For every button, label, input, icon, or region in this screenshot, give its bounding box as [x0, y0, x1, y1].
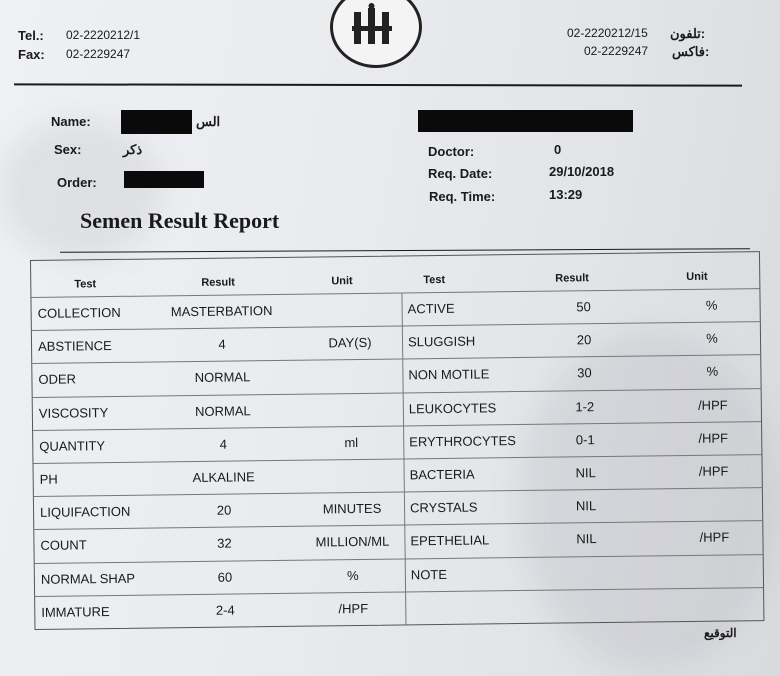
test-name: PH — [39, 471, 58, 487]
report-title: Semen Result Report — [80, 208, 280, 233]
req-date-value: 29/10/2018 — [549, 164, 615, 179]
tel-value: 02-2220212/1 — [66, 28, 141, 42]
redaction-bar — [418, 110, 633, 132]
row-divider — [403, 388, 761, 393]
test-result: 4 — [219, 436, 227, 452]
test-unit: MILLION/ML — [315, 534, 390, 550]
test-name: QUANTITY — [39, 437, 106, 454]
clinic-logo — [330, 0, 422, 68]
row-divider — [402, 321, 760, 326]
test-result: 60 — [217, 569, 233, 585]
row-divider — [403, 454, 761, 459]
test-name: IMMATURE — [41, 603, 110, 620]
row-divider — [35, 558, 405, 564]
test-name: CRYSTALS — [409, 499, 478, 516]
row-divider — [33, 425, 403, 431]
test-result: 20 — [576, 332, 592, 348]
test-name: SLUGGISH — [407, 333, 476, 350]
req-time-label: Req. Time: — [429, 189, 496, 204]
test-result: 1-2 — [575, 398, 595, 414]
row-divider — [32, 359, 402, 365]
sex-label: Sex: — [54, 142, 82, 157]
test-unit: /HPF — [698, 430, 729, 446]
signature-label: التوقيع — [704, 626, 737, 640]
shadow-overlay — [0, 120, 160, 260]
row-divider — [35, 591, 405, 597]
sex-value: ذكر — [123, 142, 143, 157]
col-header-unit-left: Unit — [331, 275, 353, 288]
test-unit: /HPF — [698, 463, 729, 479]
test-result: NIL — [576, 531, 597, 547]
clinic-logo-icon — [346, 2, 406, 52]
test-name: ABSTIENCE — [37, 338, 112, 355]
row-divider — [401, 288, 759, 293]
header-divider — [14, 83, 742, 86]
fax-value: 02-2229247 — [66, 47, 131, 61]
req-time-value: 13:29 — [549, 187, 583, 202]
order-label: Order: — [57, 175, 97, 190]
test-result: 2-4 — [215, 602, 235, 618]
row-divider — [405, 554, 763, 559]
fax-value-right: 02-2229247 — [584, 44, 649, 58]
test-result: 4 — [218, 336, 226, 352]
test-unit: % — [706, 363, 719, 380]
test-name: ACTIVE — [407, 300, 455, 317]
test-unit: MINUTES — [322, 500, 382, 517]
test-result: 32 — [217, 535, 232, 552]
test-result: 20 — [216, 502, 232, 518]
fax-label-arabic: فاكس: — [672, 44, 710, 59]
test-result: 30 — [577, 365, 592, 381]
row-divider — [404, 487, 762, 492]
test-name: NORMAL SHAP — [40, 570, 136, 587]
test-result: MASTERBATION — [170, 303, 273, 320]
test-result: ALKALINE — [192, 469, 255, 486]
row-divider — [33, 392, 403, 398]
row-divider — [402, 354, 760, 359]
row-divider — [33, 458, 403, 464]
tel-value-right: 02-2220212/15 — [567, 26, 648, 40]
col-header-result-left: Result — [201, 276, 235, 289]
fax-label: Fax: — [18, 47, 45, 62]
col-header-result-right: Result — [555, 272, 589, 285]
col-header-test-right: Test — [423, 273, 446, 287]
test-name: ERYTHROCYTES — [409, 432, 517, 450]
results-table — [30, 251, 764, 630]
col-header-test-left: Test — [74, 278, 97, 291]
tel-label: Tel.: — [18, 28, 44, 43]
test-name: EPETHELIAL — [410, 532, 490, 549]
doctor-value: 0 — [554, 142, 562, 157]
test-unit: ml — [344, 434, 359, 450]
test-unit: /HPF — [697, 397, 728, 413]
row-divider — [404, 520, 762, 525]
test-name: NON MOTILE — [408, 366, 490, 383]
row-divider — [405, 587, 763, 592]
test-result: NORMAL — [194, 402, 251, 419]
test-unit: % — [705, 297, 718, 313]
test-name: BACTERIA — [409, 466, 475, 483]
test-name: NOTE — [410, 566, 448, 582]
test-result: NORMAL — [194, 369, 251, 386]
name-suffix-arabic: الس — [196, 114, 221, 129]
row-divider — [34, 525, 404, 531]
col-header-unit-right: Unit — [686, 270, 708, 283]
test-result: NIL — [575, 465, 596, 481]
doctor-label: Doctor: — [428, 144, 475, 159]
test-name: VISCOSITY — [38, 404, 109, 421]
redaction-bar — [121, 110, 192, 134]
name-label: Name: — [51, 114, 91, 129]
req-date-label: Req. Date: — [428, 166, 493, 181]
test-result: 50 — [576, 299, 591, 315]
test-name: COLLECTION — [37, 304, 121, 321]
row-divider — [32, 326, 402, 332]
row-divider — [31, 292, 401, 298]
test-unit: /HPF — [338, 600, 369, 617]
row-divider — [403, 421, 761, 426]
row-divider — [34, 492, 404, 498]
test-result: 0-1 — [575, 431, 595, 448]
test-name: LIQUIFACTION — [39, 503, 131, 521]
test-name: COUNT — [40, 537, 87, 554]
test-unit: % — [347, 567, 359, 583]
redaction-bar — [124, 171, 204, 188]
tel-label-arabic: تلفون: — [670, 26, 706, 41]
test-result: NIL — [575, 498, 597, 514]
test-unit: % — [706, 330, 718, 346]
test-name: LEUKOCYTES — [408, 399, 497, 416]
test-unit: /HPF — [699, 529, 730, 546]
test-name: ODER — [38, 371, 77, 388]
test-unit: DAY(S) — [328, 335, 372, 351]
